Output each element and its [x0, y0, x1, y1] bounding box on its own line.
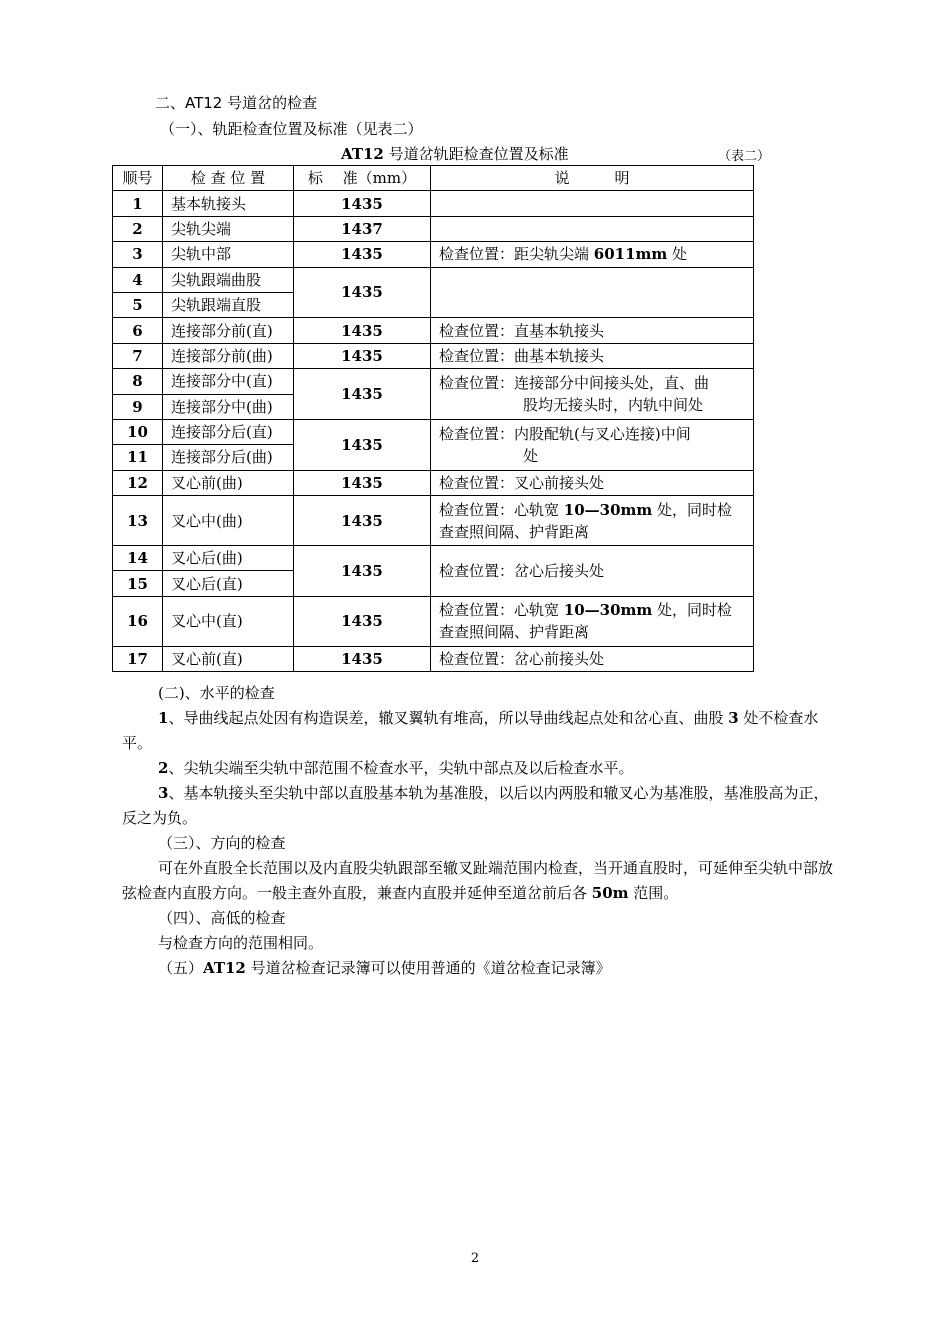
- row-desc: 检查位置：岔心后接头处: [431, 546, 754, 597]
- row-std: 1437: [294, 216, 431, 241]
- row-pos: 叉心中(直): [163, 596, 294, 646]
- row-pos: 叉心后(直): [163, 571, 294, 596]
- item-text: 范围。: [628, 884, 679, 902]
- item-value: 3: [728, 709, 739, 727]
- row-std: 1435: [294, 596, 431, 646]
- row-desc: [431, 419, 754, 470]
- item-number: 2: [158, 759, 169, 777]
- desc-text: 检查位置：心轨宽: [439, 601, 564, 620]
- row-num: 16: [113, 596, 163, 646]
- table-row: [113, 318, 754, 343]
- row-std: 1435: [294, 496, 431, 546]
- row-std: 1435: [294, 546, 431, 597]
- desc-line: 股均无接头时，内轨中间处: [523, 396, 704, 415]
- header-pos: 检 查 位 置: [163, 166, 294, 191]
- row-desc: [431, 242, 754, 267]
- row-num: 13: [113, 496, 163, 546]
- row-std: 1435: [294, 470, 431, 495]
- table-row: [113, 343, 754, 368]
- table-row: [113, 242, 754, 267]
- item-number: 1: [158, 709, 169, 727]
- row-std: 1435: [294, 419, 431, 470]
- row-std: 1435: [294, 191, 431, 216]
- desc-line: 查查照间隔、护背距离: [439, 522, 590, 541]
- row-std: 1435: [294, 242, 431, 267]
- item-text: 处不检查水平。: [122, 709, 819, 752]
- table-row: [113, 596, 754, 646]
- page-number: 2: [470, 1251, 480, 1266]
- desc-line: [439, 499, 745, 521]
- row-num: 6: [113, 318, 163, 343]
- row-pos: 尖轨尖端: [163, 216, 294, 241]
- desc-line: 检查位置：连接部分中间接头处，直、曲: [439, 374, 710, 393]
- header-num: 顺号: [113, 166, 163, 191]
- table-row: [113, 496, 754, 546]
- row-pos: 尖轨中部: [163, 242, 294, 267]
- row-desc: [431, 369, 754, 420]
- item-text: 可在外直股全长范围以及内直股尖轨跟部至辙叉趾端范围内检查，当开通直股时，可延伸至尖轨中部放弦检查内直股方向。一般主查外直股，兼查内直股并延伸至道岔前后各: [122, 859, 834, 902]
- row-pos: 连接部分后(曲): [163, 445, 294, 470]
- row-num: 9: [113, 394, 163, 419]
- row-pos: 连接部分中(直): [163, 369, 294, 394]
- header-desc: 说 明: [431, 166, 754, 191]
- body-text: [122, 681, 834, 981]
- table-caption: [341, 144, 569, 164]
- row-desc: [431, 267, 754, 318]
- table-header-row: [113, 166, 754, 191]
- row-num: 10: [113, 419, 163, 444]
- item-number: 3: [158, 784, 169, 802]
- row-std: 1435: [294, 343, 431, 368]
- row-pos: 叉心中(曲): [163, 496, 294, 546]
- desc-value: 10—30mm: [563, 500, 653, 519]
- item-text: 号道岔检查记录簿可以使用普通的《道岔检查记录簿》: [245, 959, 611, 977]
- header-std: 标 准（mm）: [294, 166, 431, 191]
- row-num: 5: [113, 292, 163, 317]
- row-num: 1: [113, 191, 163, 216]
- row-num: 3: [113, 242, 163, 267]
- row-pos: 尖轨跟端直股: [163, 292, 294, 317]
- row-desc: 检查位置：叉心前接头处: [431, 470, 754, 495]
- desc-text: 检查位置：距尖轨尖端: [439, 245, 594, 264]
- sec3-paragraph: [122, 856, 834, 906]
- item-value: AT12: [203, 959, 246, 977]
- row-desc: 检查位置：直基本轨接头: [431, 318, 754, 343]
- row-num: 4: [113, 267, 163, 292]
- item-value: 50m: [591, 884, 629, 902]
- row-desc: [431, 496, 754, 546]
- table-note: （表二）: [718, 149, 771, 164]
- gauge-table: [112, 165, 754, 672]
- desc-text: 处，同时检: [652, 500, 733, 519]
- row-num: 11: [113, 445, 163, 470]
- row-pos: 连接部分中(曲): [163, 394, 294, 419]
- table-row: [113, 646, 754, 671]
- desc-line: 处: [523, 446, 539, 465]
- table-row: [113, 419, 754, 444]
- row-pos: 叉心后(曲): [163, 546, 294, 571]
- row-pos: 尖轨跟端曲股: [163, 267, 294, 292]
- row-pos: 基本轨接头: [163, 191, 294, 216]
- section-heading: 二、AT12 号道岔的检查: [155, 94, 318, 112]
- desc-value: 10—30mm: [563, 601, 653, 620]
- desc-line: 检查位置：内股配轨(与叉心连接)中间: [439, 424, 691, 443]
- row-desc: [431, 191, 754, 216]
- row-pos: 叉心前(直): [163, 646, 294, 671]
- row-num: 8: [113, 369, 163, 394]
- item-text: 、导曲线起点处因有构造误差，辙叉翼轨有堆高，所以导曲线起点处和岔心直、曲股: [168, 709, 729, 727]
- desc-text: 处: [667, 245, 688, 264]
- table-row: [113, 216, 754, 241]
- row-std: 1435: [294, 318, 431, 343]
- subsection-heading: （一）、轨距检查位置及标准（见表二）: [160, 120, 423, 138]
- row-num: 12: [113, 470, 163, 495]
- table-row: [113, 470, 754, 495]
- sec4-paragraph: 与检查方向的范围相同。: [158, 934, 324, 952]
- row-desc: [431, 216, 754, 241]
- row-std: 1435: [294, 369, 431, 420]
- sec2-paragraph-2: [122, 756, 834, 781]
- row-num: 15: [113, 571, 163, 596]
- item-text: 、基本轨接头至尖轨中部以直股基本轨为基准股，以后以内两股和辙叉心为基准股，基准股高为正，反之为负。: [122, 784, 829, 827]
- caption-bold: AT12: [341, 145, 384, 163]
- row-pos: 连接部分前(曲): [163, 343, 294, 368]
- desc-line: 查查照间隔、护背距离: [439, 623, 590, 642]
- row-desc: 检查位置：曲基本轨接头: [431, 343, 754, 368]
- sec4-title: （四）、高低的检查: [158, 909, 286, 927]
- desc-line: [439, 599, 745, 621]
- sec5-line: [122, 956, 834, 981]
- row-pos: 叉心前(曲): [163, 470, 294, 495]
- row-desc: 检查位置：岔心前接头处: [431, 646, 754, 671]
- table-row: [113, 191, 754, 216]
- table-row: [113, 546, 754, 571]
- row-std: 1435: [294, 267, 431, 318]
- table-row: [113, 369, 754, 394]
- desc-text: 处，同时检: [652, 601, 733, 620]
- row-num: 7: [113, 343, 163, 368]
- item-text: （五）: [158, 959, 204, 977]
- row-num: 17: [113, 646, 163, 671]
- sec2-title: (二)、水平的检查: [158, 684, 275, 702]
- row-pos: 连接部分后(直): [163, 419, 294, 444]
- row-pos: 连接部分前(直): [163, 318, 294, 343]
- row-num: 14: [113, 546, 163, 571]
- row-desc: [431, 596, 754, 646]
- sec2-paragraph-1: [122, 706, 834, 756]
- row-std: 1435: [294, 646, 431, 671]
- desc-text: 检查位置：心轨宽: [439, 500, 564, 519]
- sec2-paragraph-3: [122, 781, 834, 831]
- sec3-title: （三）、方向的检查: [158, 834, 286, 852]
- caption-rest: 号道岔轨距检查位置及标准: [383, 145, 569, 163]
- desc-value: 6011mm: [593, 245, 668, 264]
- item-text: 、尖轨尖端至尖轨中部范围不检查水平，尖轨中部点及以后检查水平。: [168, 759, 634, 777]
- table-row: [113, 267, 754, 292]
- row-num: 2: [113, 216, 163, 241]
